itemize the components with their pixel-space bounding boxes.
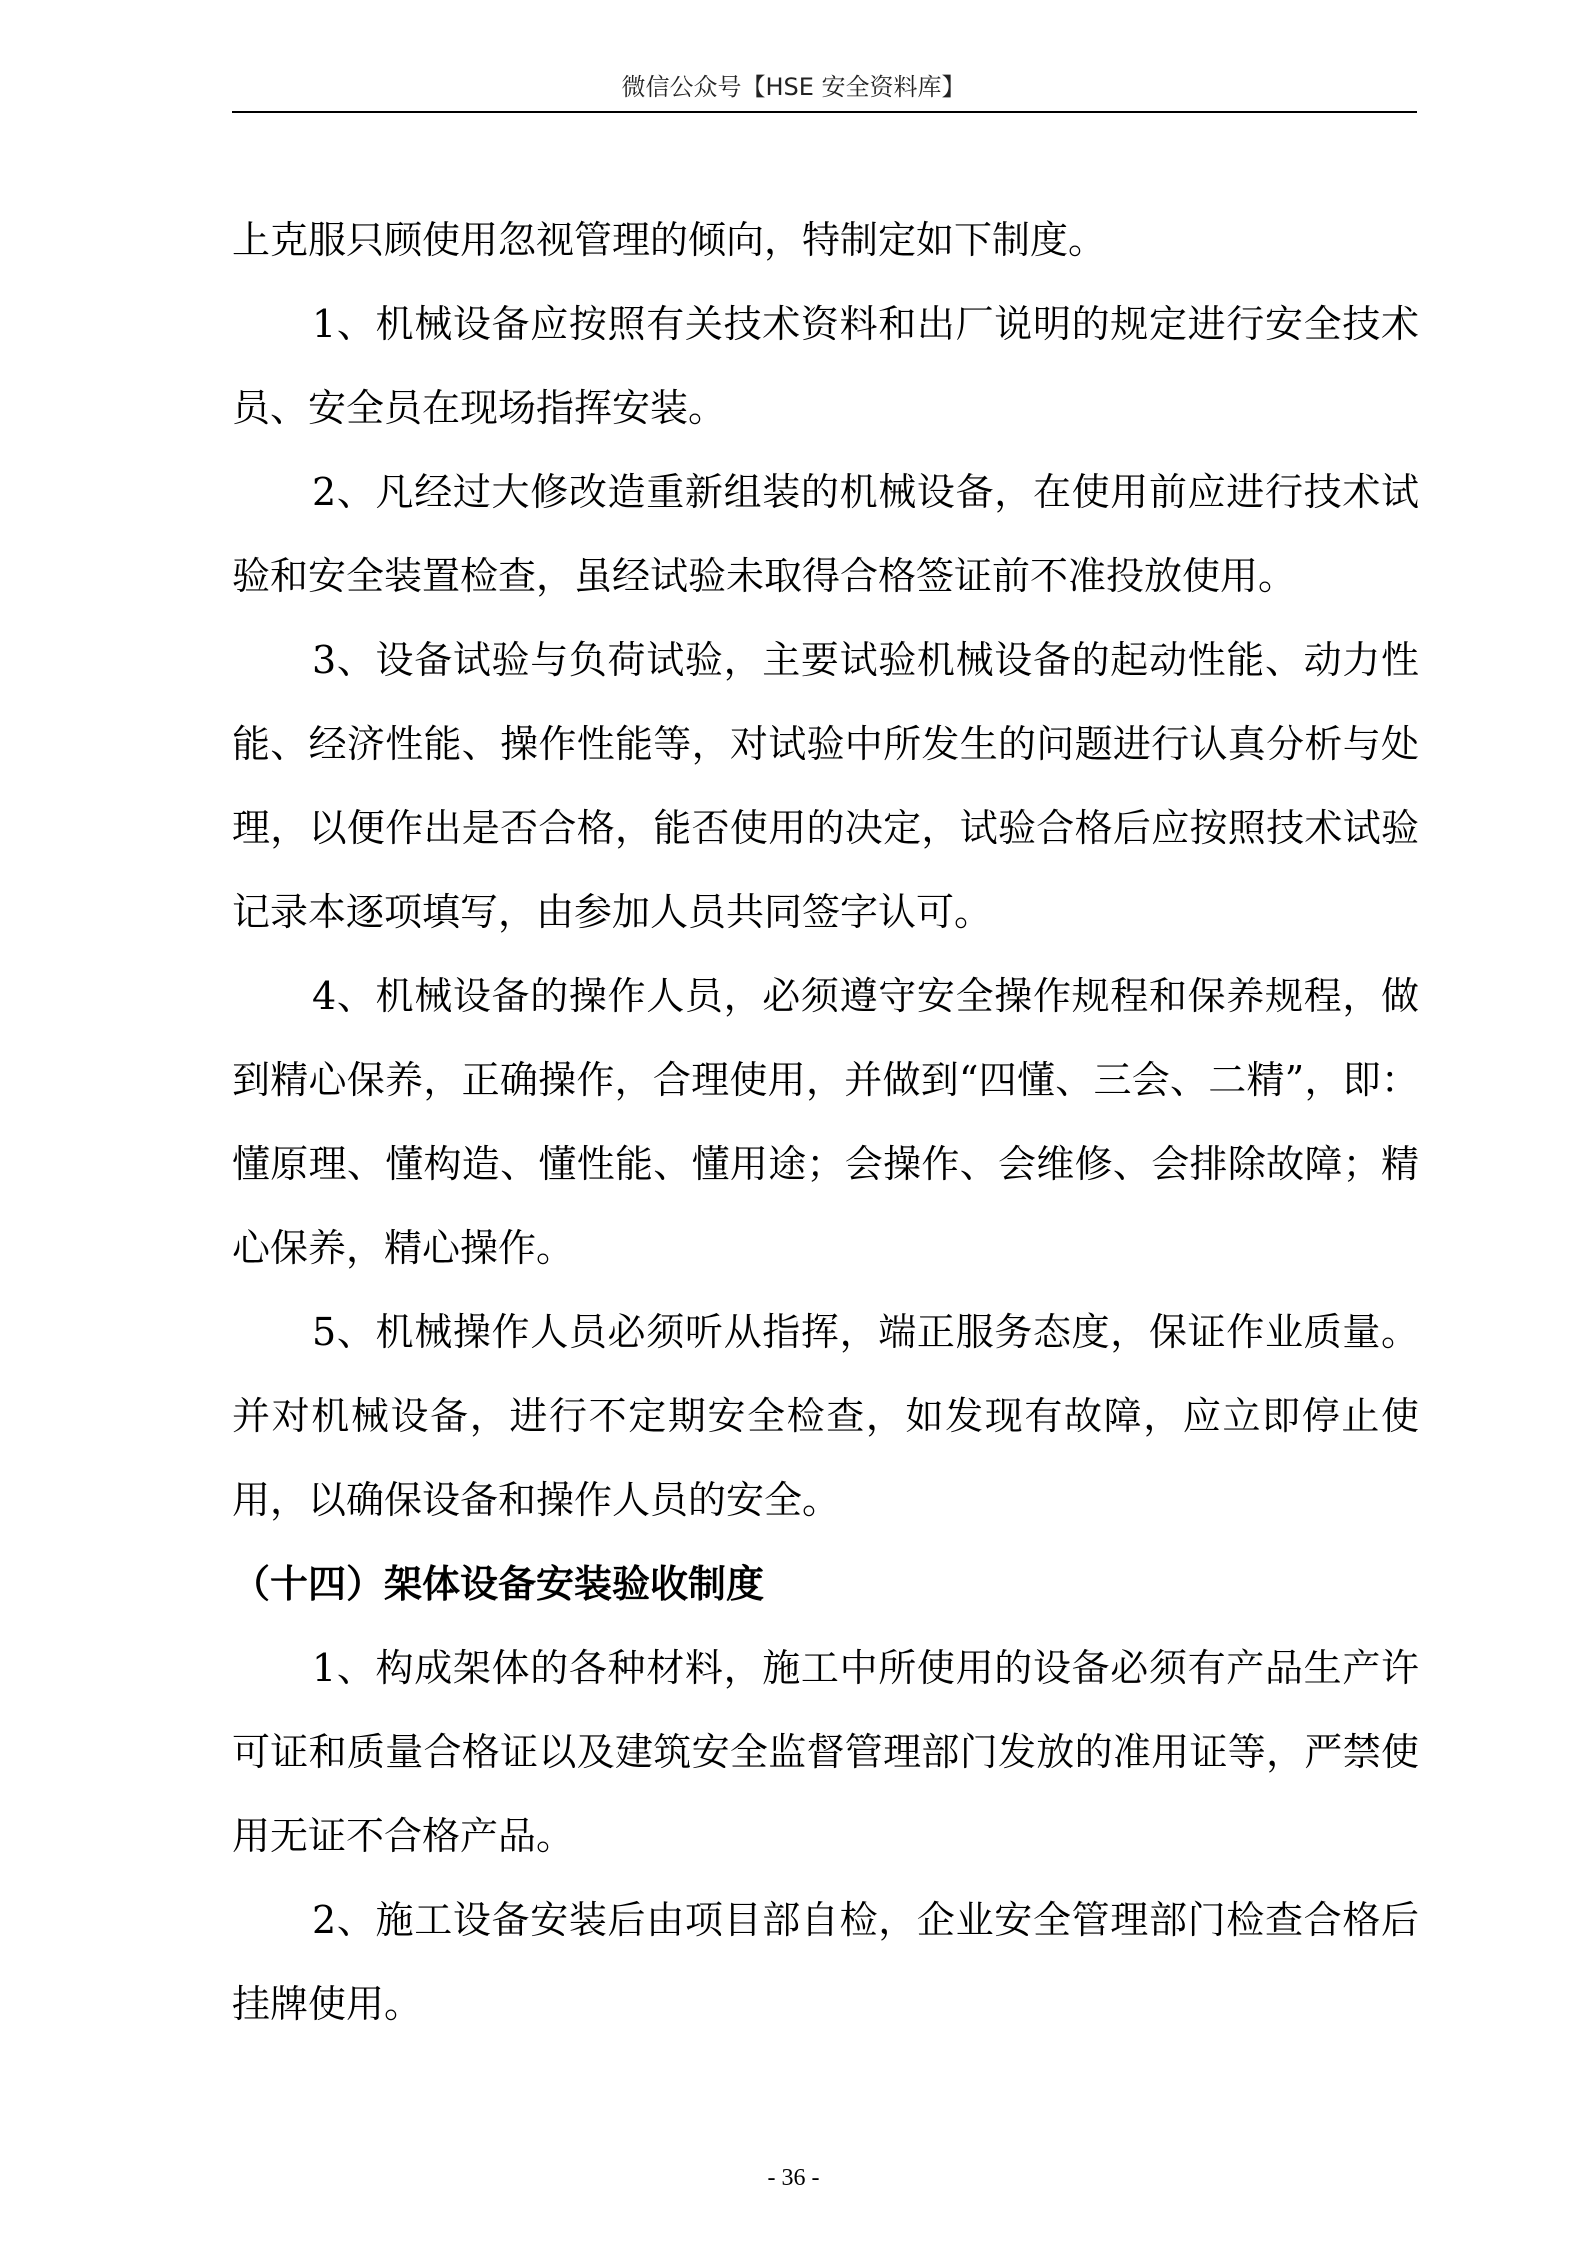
body-paragraph: 1、机械设备应按照有关技术资料和出厂说明的规定进行安全技术员、安全员在现场指挥安装。 [232, 302, 1419, 430]
page-header: 微信公众号【HSE 安全资料库】 [621, 73, 966, 101]
body-paragraph: 5、机械操作人员必须听从指挥，端正服务态度，保证作业质量。并对机械设备，进行不定期安全检查，如发现有故障，应立即停止使用，以确保设备和操作人员的安全。 [232, 1310, 1419, 1522]
section-paragraph: 2、施工设备安装后由项目部自检，企业安全管理部门检查合格后挂牌使用。 [232, 1898, 1419, 2026]
document-body [232, 198, 1419, 2046]
header-divider [232, 111, 1417, 113]
body-paragraph: 4、机械设备的操作人员，必须遵守安全操作规程和保养规程，做到精心保养，正确操作，合理使用，并做到“四懂、三会、二精”，即：懂原理、懂构造、懂性能、懂用途；会操作、会维修、会排除故障；精心保养，精心操作。 [232, 974, 1419, 1270]
body-paragraph: 3、设备试验与负荷试验，主要试验机械设备的起动性能、动力性能、经济性能、操作性能等，对试验中所发生的问题进行认真分析与处理，以便作出是否合格，能否使用的决定，试验合格后应按照技术试验记录本逐项填写，由参加人员共同签字认可。 [232, 638, 1419, 934]
body-paragraph: 上克服只顾使用忽视管理的倾向，特制定如下制度。 [232, 218, 1107, 262]
body-paragraph: 2、凡经过大修改造重新组装的机械设备，在使用前应进行技术试验和安全装置检查，虽经试验未取得合格签证前不准投放使用。 [232, 470, 1419, 598]
page-number: - 36 - [767, 2165, 820, 2191]
section-paragraph: 1、构成架体的各种材料，施工中所使用的设备必须有产品生产许可证和质量合格证以及建筑安全监督管理部门发放的准用证等，严禁使用无证不合格产品。 [232, 1646, 1419, 1858]
section-heading: （十四）架体设备安装验收制度 [232, 1562, 765, 1606]
